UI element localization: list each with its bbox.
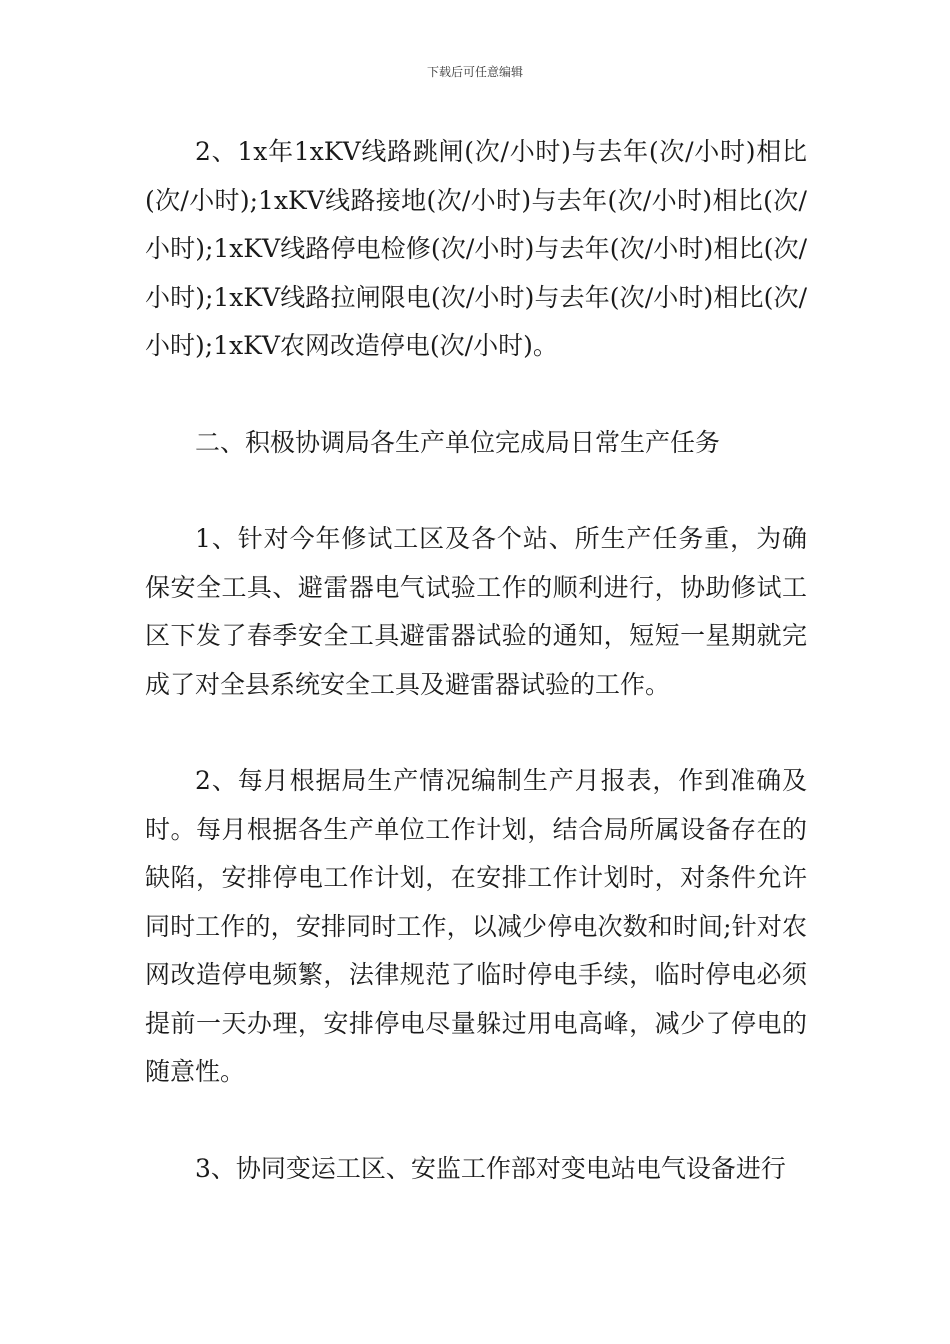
paragraph-item-2: 2、每月根据局生产情况编制生产月报表，作到准确及时。每月根据各生产单位工作计划，结合局所属设备存在的缺陷，安排停电工作计划，在安排工作计划时，对条件允许同时工作的，安排同时工作，以减少停电次数和时间;针对农网改造停电频繁，法律规范了临时停电手续，临时停电必须提前一天办理，安排停电尽量躲过用电高峰，减少了停电的随意性。 — [145, 766, 807, 1086]
document-body — [145, 128, 807, 1193]
paragraph-item-3: 3、协同变运工区、安监工作部对变电站电气设备进行 — [195, 1153, 786, 1183]
page-header: 下载后可任意编辑 — [426, 65, 523, 79]
section-heading-2: 二、积极协调局各生产单位完成局日常生产任务 — [195, 427, 721, 457]
paragraph-item-1: 1、针对今年修试工区及各个站、所生产任务重，为确保安全工具、避雷器电气试验工作的顺利进行，协助修试工区下发了春季安全工具避雷器试验的通知，短短一星期就完成了对全县系统安全工具及避雷器试验的工作。 — [145, 524, 807, 699]
paragraph-line-trip-stats: 2、1x年1xKV线路跳闸(次/小时)与去年(次/小时)相比(次/小时);1xKV线路接地(次/小时)与去年(次/小时)相比(次/小时);1xKV线路停电检修(次/小时)与去年(次/小时)相比(次/小时);1xKV线路拉闸限电(次/小时)与去年(次/小时)相比(次/小时);1xKV农网改造停电(次/小时)。 — [145, 137, 807, 360]
